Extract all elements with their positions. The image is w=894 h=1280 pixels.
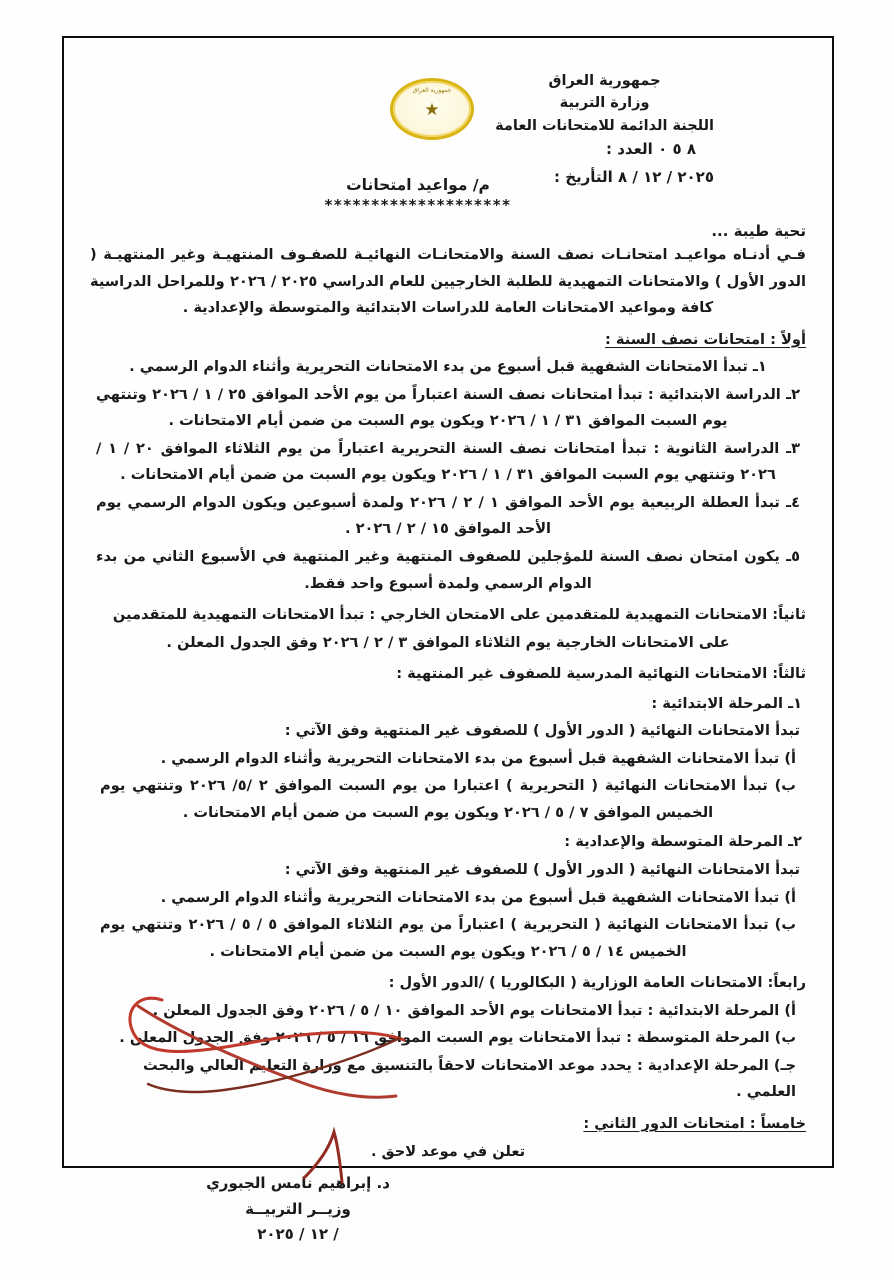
document-body [90,242,806,1165]
document-number [600,140,696,158]
section-fourth-item-b: ب) المرحلة المتوسطة : تبدأ الامتحانات يوم السبت الموافق ١٦ / ٥ / ٢٠٢٦ وفق الجدول المعلن . [119,1029,796,1047]
section-first-item-4: ٤ـ تبدأ العطلة الربيعية يوم الأحد الموافق ١ / ٢ / ٢٠٢٦ ولمدة أسبوعين ويكون الدوام الرسمي يوم الأحد الموافق ١٥ / ٢ / ٢٠٢٦ . [96,493,801,538]
document-date [548,168,714,186]
document-number-value: ٨ ٥ ٠ [658,140,696,158]
section-title-fourth: رابعاً: الامتحانات العامة الوزارية ( البكالوريا ) /الدور الأول : [388,974,806,992]
section-title-first: أولاً : امتحانات نصف السنة : [604,330,806,348]
national-emblem-icon [390,78,474,140]
section-first-item-5: ٥ـ يكون امتحان نصف السنة للمؤجلين للصفوف المنتهية وغير المنتهية في الأسبوع الثاني من بدء الدوام الرسمي ولمدة أسبوع واحد فقط. [96,548,800,592]
section-second-item-1: على الامتحانات الخارجية يوم الثلاثاء الموافق ٣ / ٢ / ٢٠٢٦ وفق الجدول المعلن . [166,633,730,651]
signer-name: د. إبراهيم نامس الجبوري [206,1174,390,1193]
stage-primary-lead: تبدأ الامتحانات النهائية ( الدور الأول ) للصفوف غير المنتهية وفق الآتي : [284,722,800,740]
greeting-line: تحية طيبة ... [711,222,806,240]
emblem-glyph: ★ [424,100,440,120]
stage-intermediate-lead: تبدأ الامتحانات النهائية ( الدور الأول ) للصفوف غير المنتهية وفق الآتي : [284,861,800,879]
ministry-name: وزارة التربية [559,95,650,112]
intro-paragraph: فـي أدنـاه مواعيـد امتحانـات نصف السنة والامتحانـات النهائيـة للصفـوف المنتهيـة وغير المنتهيـة ( الدور الأول ) والامتحانات التمهيدية للطلبة الخارجيين للعام الدراسي ٢٠٢٥ / ٢٠٢٦ وللمراحل الدراسية كافة ومواعيد الامتحانات العامة للدراسات الابتدائية والمتوسطة والإعدادية . [90,246,806,317]
section-first-item-3: ٣ـ الدراسة الثانوية : تبدأ امتحانات نصف السنة التحريرية اعتباراً من يوم الثلاثاء الموافق ٢٠ / ١ / ٢٠٢٦ وتنتهي يوم السبت الموافق ٣١ / ١ / ٢٠٢٦ ويكون يوم السبت من ضمن أيام الامتحانات . [96,439,800,484]
country-name: جمهورية العراق [548,73,661,89]
section-title-third: ثالثاً: الامتحانات النهائية المدرسية للصفوف غير المنتهية : [396,665,806,683]
stage-primary-sub-b: ب) تبدأ الامتحانات النهائية ( التحريرية ) اعتبارا من يوم السبت الموافق ٢ /٥/ ٢٠٢٦ وتنتهي يوم الخميس الموافق ٧ / ٥ / ٢٠٢٦ ويكون يوم السبت من ضمن أيام الامتحانات . [100,777,796,821]
signature-date: / ١٢ / ٢٠٢٥ [257,1225,339,1244]
stage-intermediate-sub-b: ب) تبدأ الامتحانات النهائية ( التحريرية ) اعتباراً من يوم الثلاثاء الموافق ٥ / ٥ / ٢٠٢٦ وتنتهي يوم الخميس ١٤ / ٥ / ٢٠٢٦ ويكون يوم السبت من ضمن أيام الامتحانات . [100,916,797,960]
committee-name: اللجنة الدائمة للامتحانات العامة [495,117,714,134]
stage-title-intermediate: ٢ـ المرحلة المتوسطة والإعدادية : [564,833,802,851]
signer-position: وزيــر التربيــة [245,1199,351,1218]
section-first-item-1: ١ـ تبدأ الامتحانات الشفهية قبل أسبوع من بدء الامتحانات التحريرية وأثناء الدوام الرسمي . [129,358,767,376]
document-date-label: التأريخ : [553,168,613,186]
emblem-top-text: جمهورية العراق [412,87,452,94]
stage-intermediate-sub-a: أ) تبدأ الامتحانات الشفهية قبل أسبوع من بدء الامتحانات التحريرية وأثناء الدوام الرسمي . [160,888,796,906]
subject-line: م/ مواعيد امتحانات [346,176,490,194]
section-title-second: ثانياً: الامتحانات التمهيدية للمتقدمين على الامتحان الخارجي : تبدأ الامتحانات التمهيدية للمتقدمين [112,606,806,624]
document-date-value: ٢٠٢٥ / ١٢ / ٨ [618,168,714,186]
section-fourth-item-a: أ) المرحلة الابتدائية : تبدأ الامتحانات يوم الأحد الموافق ١٠ / ٥ / ٢٠٢٦ وفق الجدول المعلن . [152,1001,796,1019]
section-fifth-text: تعلن في موعد لاحق . [370,1142,526,1160]
stars-divider: ******************** [324,196,512,214]
ministry-header-block [495,70,714,137]
document-number-label: العدد : [606,140,653,158]
stage-primary-sub-a: أ) تبدأ الامتحانات الشفهية قبل أسبوع من بدء الامتحانات التحريرية وأثناء الدوام الرسمي . [160,749,796,767]
section-fourth-item-c: جـ) المرحلة الإعدادية : يحدد موعد الامتحانات لاحقاً بالتنسيق مع وزارة التعليم العالي والبحث العلمي . [143,1056,796,1101]
document-frame [62,36,834,1244]
section-first-item-2: ٢ـ الدراسة الابتدائية : تبدأ امتحانات نصف السنة اعتباراً من يوم الأحد الموافق ٢٥ / ١ / ٢٠٢٦ وتنتهي يوم السبت الموافق ٣١ / ١ / ٢٠٢٦ ويكون يوم السبت من ضمن أيام الامتحانات . [96,385,800,430]
stage-title-primary: ١ـ المرحلة الابتدائية : [651,694,802,712]
section-title-fifth: خامساً : امتحانات الدور الثاني : [583,1114,806,1132]
signature-block [90,1171,806,1248]
